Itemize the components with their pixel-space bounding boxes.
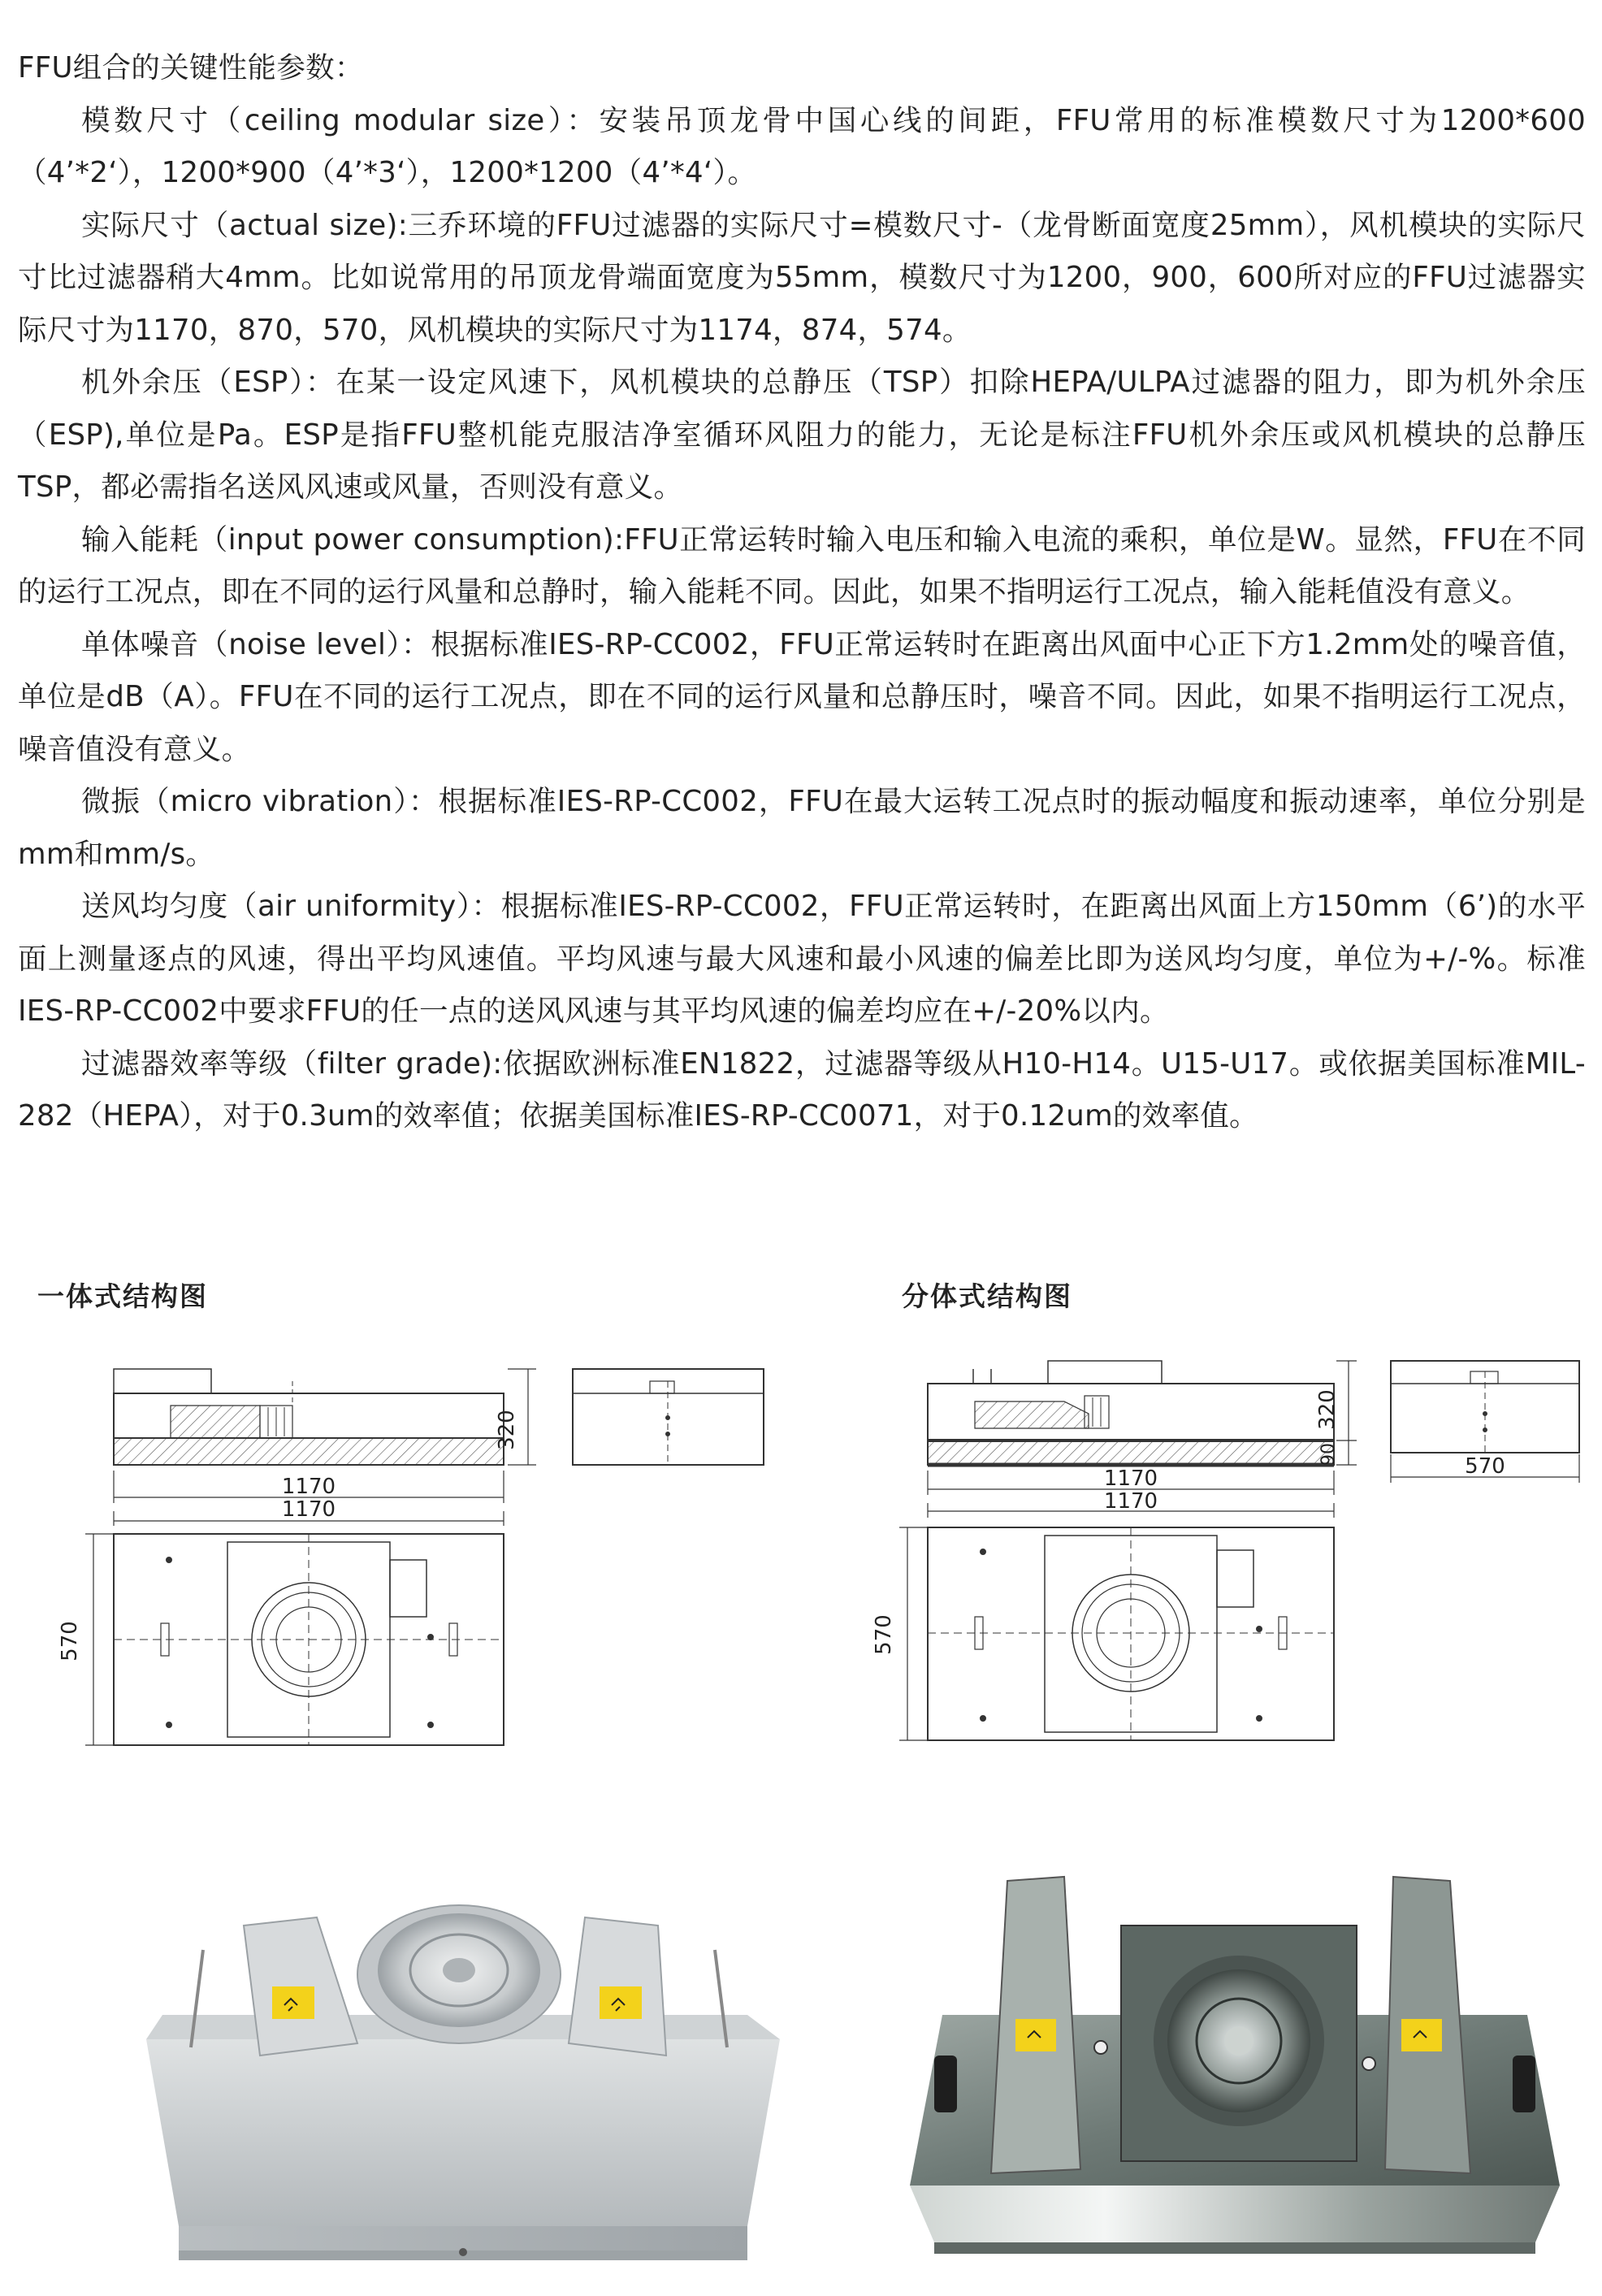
section-heading: FFU组合的关键性能参数： [18,51,364,84]
warning-label [1015,2019,1056,2051]
top-view [928,1527,1334,1740]
spec-text [18,42,1586,1143]
para-actual-size: 实际尺寸（actual size):三乔环境的FFU过滤器的实际尺寸=模数尺寸-（龙骨断面宽度25mm），风机模块的实际尺寸比过滤器稍大4mm。比如说常用的吊顶龙骨端面宽度为55mm，模数尺寸为1200，900，600所对应的FFU过滤器实际尺寸为1170，870，570，风机模块的实际尺寸为1174，874，574。 [18,208,1586,347]
width-label-top: 1170 [281,1497,336,1522]
height-label: 320 [1315,1389,1340,1430]
warning-label [272,1986,314,2019]
para-power: 输入能耗（input power consumption):FFU正常运转时输入电压和输入电流的乘积，单位是W。显然，FFU在不同的运行工况点，即在不同的运行风量和总静时，输入能耗不同。因此，如果不指明运行工况点，输入能耗值没有意义。 [18,522,1586,609]
width-label-side: 1170 [281,1475,336,1499]
para-modular-size: 模数尺寸（ceiling modular size）：安装吊顶龙骨中国心线的间距，FFU常用的标准模数尺寸为1200*600（4’*2‘），1200*900（4’*3‘），1200*1200（4’*4‘）。 [18,103,1586,189]
integrated-structure-drawing [49,1349,780,1755]
integrated-ffu-photo [146,1869,780,2267]
top-view [114,1534,504,1745]
caption-split: 分体式结构图 [902,1280,1072,1312]
para-esp: 机外余压（ESP）：在某一设定风速下，风机模块的总静压（TSP）扣除HEPA/ULPA过滤器的阻力，即为机外余压（ESP),单位是Pa。ESP是指FFU整机能克服洁净室循环风阻力的能力，无论是标注FFU机外余压或风机模块的总静压TSP，都必需指名送风风速或风量，否则没有意义。 [18,366,1586,504]
caption-integrated: 一体式结构图 [37,1280,208,1312]
height-label: 320 [495,1410,519,1450]
side-view [928,1361,1334,1465]
depth-label: 570 [58,1621,82,1661]
split-structure-drawing [872,1349,1592,1755]
width-label-top: 1170 [1103,1489,1158,1514]
side-view [114,1369,504,1465]
warning-label [1401,2019,1442,2051]
end-view [1391,1361,1579,1453]
para-filter-grade: 过滤器效率等级（filter grade):依据欧洲标准EN1822，过滤器等级从H10-H14。U15-U17。或依据美国标准MIL-282（HEPA），对于0.3um的效率值；依据美国标准IES-RP-CC0071，对于0.12um的效率值。 [18,1046,1586,1133]
depth-label: 570 [872,1614,896,1655]
split-ffu-photo [910,1852,1560,2275]
para-uniformity: 送风均匀度（air uniformity）：根据标准IES-RP-CC002，FFU正常运转时，在距离出风面上方150mm（6’)的水平面上测量逐点的风速，得出平均风速值。平均风速与最大风速和最小风速的偏差比即为送风均匀度，单位为+/-%。标准IES-RP-CC002中要求FFU的任一点的送风风速与其平均风速的偏差均应在+/-20%以内。 [18,890,1586,1028]
para-noise: 单体噪音（noise level）：根据标准IES-RP-CC002，FFU正常运转时在距离出风面中心正下方1.2mm处的噪音值，单位是dB（A）。FFU在不同的运行工况点，即在不同的运行风量和总静压时，噪音不同。因此，如果不指明运行工况点，噪音值没有意义。 [18,627,1586,766]
end-view [573,1369,764,1465]
end-depth-label: 570 [1465,1454,1505,1479]
para-vibration: 微振（micro vibration）：根据标准IES-RP-CC002，FFU在最大运转工况点时的振动幅度和振动速率，单位分别是mm和mm/s。 [18,785,1586,871]
depth-dimension [85,1534,114,1745]
filter-height-label: 90 [1318,1443,1339,1466]
handle [1513,2056,1535,2112]
warning-label [600,1986,642,2019]
handle [934,2056,957,2112]
depth-dimension [899,1527,928,1740]
width-label-side: 1170 [1103,1466,1158,1491]
